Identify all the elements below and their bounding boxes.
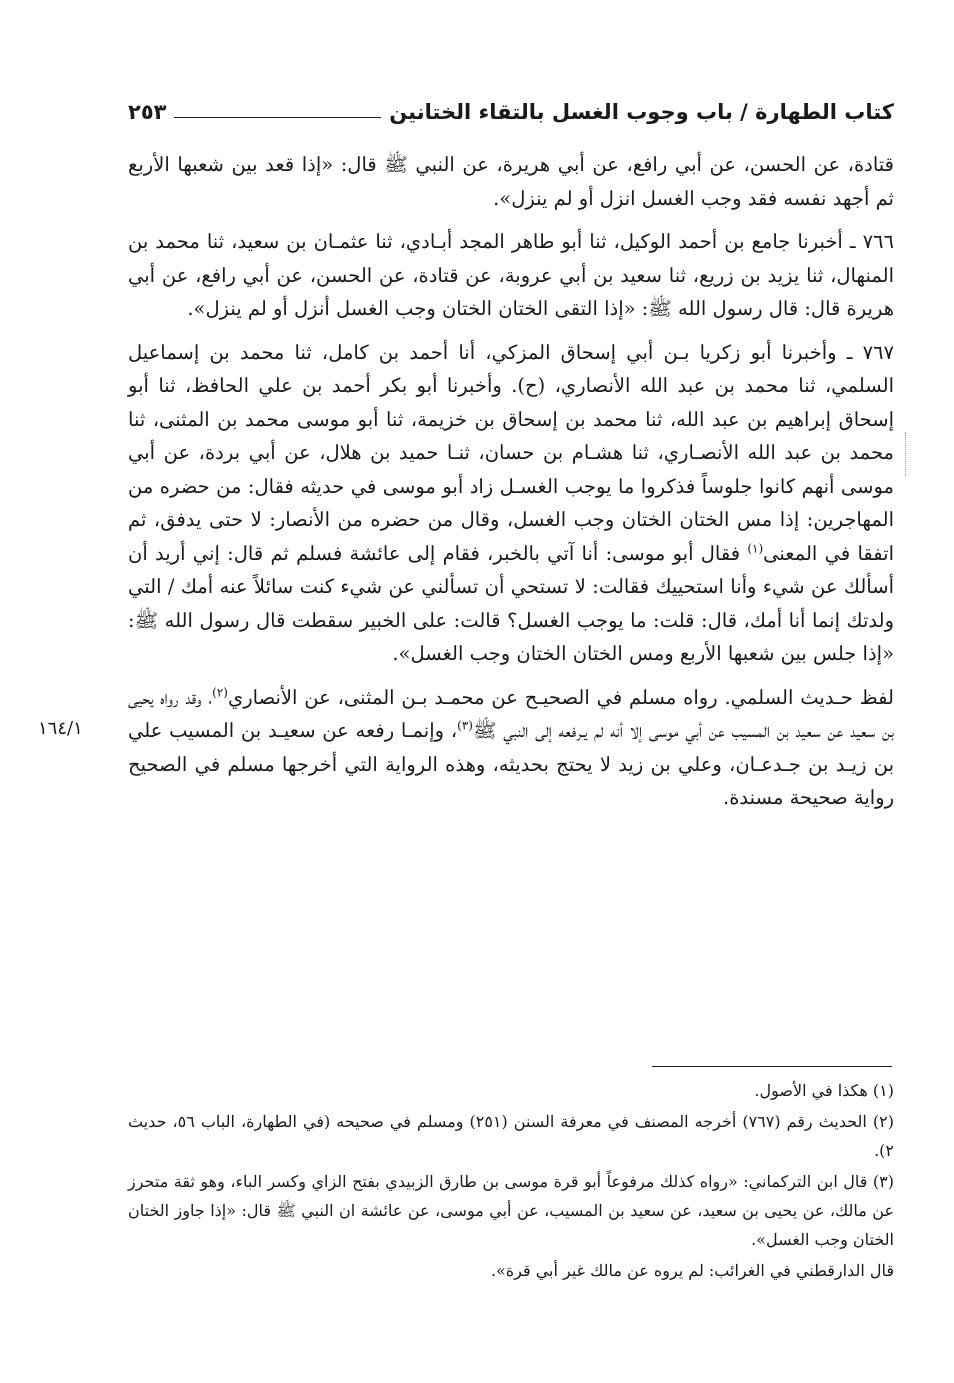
footnote-marker: (٢) bbox=[212, 685, 228, 699]
footnote-3: (٣) قال ابن التركماني: «رواه كذلك مرفوعاً أبو قرة موسى بن طارق الزبيدي بفتح الزاي وكسر الباء، وهو ثقة متحرز عن مالك، عن يحيى بن سعيد، عن سعيد بن المسيب، عن أبي موسى، عن عائشة ان النبي ﷺ قال: «إذا جاوز الختان الختان وجب الغسل». bbox=[128, 1172, 894, 1249]
margin-reference: ١٦٤/١ bbox=[38, 718, 83, 739]
paragraph-text: فقال أبو موسى: أنا آتي بالخبر، فقام إلى عائشة فسلم ثم قال: إني أريد أن أسألك عن شيء وأنا استحييك فقالت: لا تستحي أن تسألني عن شيء كنت سائلاً عنه أمك / التي ولدتك إنما أنا أمك، قال: قلت: ما يوجب الغسل؟ قالت: على الخبير سقطت قال رسول الله ﷺ: «إذا جلس بين شعبها الأربع ومس الختان الختان وجب الغسل». bbox=[128, 541, 894, 665]
paragraph-text: لفظ حـديث السلمي. رواه مسلم في الصحيـح عن محمـد بـن المثنى، عن الأنصاري bbox=[227, 685, 894, 709]
paragraph-text: ، وإنمـا رفعه عن سعيـد بن المسيب علي بن زيـد بن جـدعـان، وعلي بن زيد لا يحتج بحديثه، وهذه الرواية التي أخرجها مسلم في الصحيح رواية صحيحة مسندة. bbox=[128, 719, 894, 809]
footnote-3-continuation: قال الدارقطني في الغرائب: لم يروه عن مالك غير أبي قرة». bbox=[490, 1261, 894, 1280]
commentary-paragraph bbox=[128, 681, 894, 815]
hadith-767 bbox=[128, 336, 894, 671]
page-number: ٢٥٣ bbox=[128, 100, 167, 124]
paragraph-text: ، وقد رواه يحيى بن سعيد عن سعيد بن المسيب عن أبي موسى إلا أنه لم يـرفعه إلى النبي ﷺ bbox=[128, 685, 894, 742]
paragraph-text: ٧٦٦ ـ أخبرنا جامع بن أحمد الوكيل، ثنا أبو طاهر المجد أبـادي، ثنا عثمـان بن سعيد، ثنا محمد بن المنهال، ثنا يزيد بن زريع، ثنا سعيد بن أبي عروبة، عن قتادة، عن الحسن، عن أبي رافع، عن أبي هريرة قال: قال رسول الله ﷺ: «إذا التقى الختان الختان وجب الغسل أنزل أو لم ينزل». bbox=[128, 230, 894, 320]
main-text bbox=[128, 148, 894, 825]
scan-artifact bbox=[905, 432, 907, 476]
chapter-title: كتاب الطهارة / باب وجوب الغسل بالتقاء الختانين bbox=[389, 100, 894, 124]
paragraph-text: قتادة، عن الحسن، عن أبي رافع، عن أبي هريرة، عن النبي ﷺ قال: «إذا قعد بين شعبها الأربع ثم أجهد نفسه فقد وجب الغسل انزل أو لم ينزل». bbox=[128, 153, 894, 210]
footnote-marker: (١) bbox=[747, 541, 764, 555]
footnote-2: (٢) الحديث رقم (٧٦٧) أخرجه المصنف في معرفة السنن (٢٥١) ومسلم في صحيحه (في الطهارة، الباب ٥٦، حديث ٢). bbox=[128, 1112, 894, 1160]
footnote-separator bbox=[652, 1066, 892, 1067]
footnote-marker: (٣) bbox=[457, 718, 473, 733]
paragraph-continuation bbox=[128, 148, 894, 215]
running-header bbox=[128, 84, 894, 124]
hadith-766 bbox=[128, 225, 894, 326]
footnotes bbox=[128, 1076, 894, 1287]
paragraph-text: ٧٦٧ ـ وأخبرنا أبو زكريا بـن أبي إسحاق المزكي، أنا أحمد بن كامل، ثنا محمد بن إسماعيل السلمي، ثنا محمد بن عبد الله الأنصاري، (ح). وأخبرنا أبو بكر أحمد بن علي الحافظ، ثنا أبو إسحاق إبراهيم بن عبد الله، ثنا محمد بن إسحاق بن خزيمة، ثنا أبو موسى محمد بن المثنى، ثنا محمد بن عبد الله الأنصـاري، ثنا هشـام بن حسان، ثنـا حميد بن هلال، عن أبي بردة، عن أبي موسى أنهم كانوا جلوساً فذكروا ما يوجب الغسـل زاد أبو موسى في حديثه فقال: من حضره من المهاجرين: إذا مس الختان الختان وجب الغسل، وقال من حضره من الأنصار: لا حتى يدفق، ثم اتفقا في المعنى bbox=[128, 340, 894, 565]
header-rule bbox=[174, 117, 381, 118]
footnote-1: (١) هكذا في الأصول. bbox=[754, 1081, 894, 1100]
